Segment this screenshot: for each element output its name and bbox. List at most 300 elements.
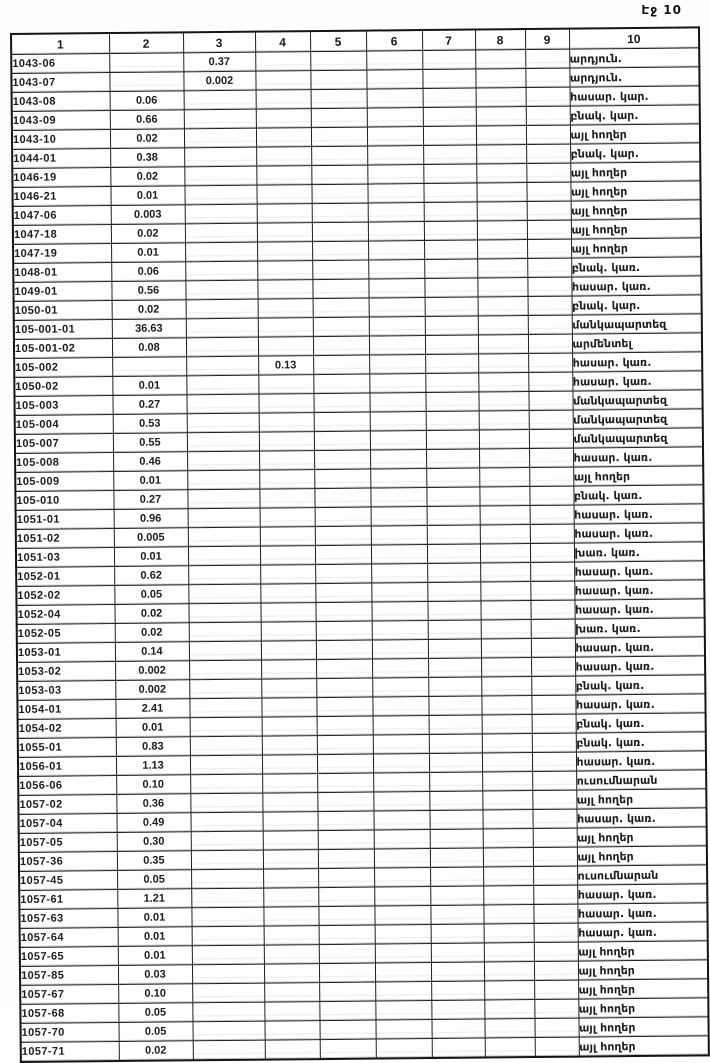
value-cell-col8 (485, 1038, 535, 1058)
value-cell-col3 (193, 1021, 265, 1041)
value-cell-col9 (531, 619, 575, 638)
value-cell-col7 (429, 715, 482, 735)
value-cell-col5 (315, 564, 371, 584)
value-cell-col8 (478, 297, 528, 316)
parcel-code-cell: 1057-45 (19, 871, 117, 891)
value-cell-col4 (264, 983, 319, 1003)
value-cell-col2: 0.01 (113, 471, 187, 491)
value-cell-col3 (188, 546, 260, 566)
value-cell-col3 (188, 527, 260, 547)
parcel-code-cell: 105-009 (15, 472, 113, 492)
value-cell-col5 (316, 678, 372, 698)
value-cell-col9 (528, 372, 572, 391)
value-cell-col9 (528, 353, 572, 372)
value-cell-col2: 0.36 (116, 794, 190, 814)
value-cell-col3 (185, 280, 257, 300)
value-cell-col3 (188, 508, 260, 528)
value-cell-col7 (430, 829, 483, 849)
value-cell-col6 (368, 260, 424, 280)
value-cell-col7 (427, 582, 480, 602)
value-cell-col3 (190, 793, 262, 813)
land-type-cell: բնակ. կար. (570, 143, 700, 163)
value-cell-col2: 0.14 (115, 642, 189, 662)
value-cell-col8 (480, 563, 530, 582)
value-cell-col2 (112, 357, 186, 377)
value-cell-col3 (190, 774, 262, 794)
value-cell-col2: 0.01 (117, 908, 191, 928)
land-type-cell: այլ հողեր (571, 200, 701, 220)
value-cell-col8 (476, 145, 526, 164)
value-cell-col4 (264, 964, 319, 984)
value-cell-col6 (374, 868, 430, 888)
value-cell-col8 (481, 639, 531, 658)
parcel-code-cell: 1053-02 (17, 662, 115, 682)
value-cell-col7 (430, 905, 483, 925)
value-cell-col9 (526, 125, 570, 144)
value-cell-col2: 0.05 (114, 585, 188, 605)
column-header-7: 7 (422, 30, 475, 51)
value-cell-col2: 0.06 (110, 91, 184, 111)
land-type-cell: բնակ. կառ. (575, 675, 705, 695)
table-sheet (10, 26, 708, 1063)
value-cell-col2: 0.46 (113, 452, 187, 472)
parcel-code-cell: 1053-01 (17, 643, 115, 663)
land-type-cell: այլ հողեր (577, 827, 707, 847)
value-cell-col9 (531, 638, 575, 657)
value-cell-col7 (424, 221, 477, 241)
value-cell-col2: 0.03 (118, 965, 192, 985)
value-cell-col8 (483, 829, 533, 848)
value-cell-col9 (525, 49, 569, 68)
value-cell-col7 (424, 240, 477, 260)
parcel-code-cell: 1043-07 (11, 73, 109, 93)
value-cell-col5 (319, 944, 375, 964)
land-type-cell: հասար. կառ. (573, 447, 703, 467)
value-cell-col7 (431, 943, 484, 963)
value-cell-col7 (429, 734, 482, 754)
value-cell-col5 (320, 1039, 376, 1059)
value-cell-col7 (426, 430, 479, 450)
value-cell-col4 (258, 318, 313, 338)
value-cell-col3 (189, 698, 261, 718)
land-type-cell: հասար. կառ. (571, 276, 701, 296)
value-cell-col3 (185, 242, 257, 262)
value-cell-col6 (373, 792, 429, 812)
value-cell-col5 (318, 906, 374, 926)
value-cell-col3 (184, 128, 256, 148)
parcel-code-cell: 1049-01 (13, 282, 111, 302)
value-cell-col7 (432, 1038, 485, 1058)
value-cell-col4 (259, 470, 314, 490)
value-cell-col8 (482, 734, 532, 753)
value-cell-col6 (367, 165, 423, 185)
value-cell-col6 (367, 127, 423, 147)
value-cell-col8 (478, 335, 528, 354)
value-cell-col5 (310, 51, 366, 71)
value-cell-col5 (313, 355, 369, 375)
column-header-6: 6 (366, 30, 422, 51)
value-cell-col8 (481, 620, 531, 639)
value-cell-col7 (423, 145, 476, 165)
column-header-4: 4 (255, 31, 310, 52)
value-cell-col3 (192, 945, 264, 965)
value-cell-col8 (482, 772, 532, 791)
value-cell-col4 (263, 888, 318, 908)
value-cell-col5 (315, 507, 371, 527)
value-cell-col6 (373, 811, 429, 831)
value-cell-col8 (480, 601, 530, 620)
value-cell-col6 (367, 184, 423, 204)
value-cell-col7 (428, 620, 481, 640)
value-cell-col4 (260, 584, 315, 604)
value-cell-col4 (257, 204, 312, 224)
value-cell-col4 (258, 299, 313, 319)
value-cell-col2: 0.56 (111, 281, 185, 301)
value-cell-col2: 0.35 (117, 851, 191, 871)
value-cell-col3 (186, 299, 258, 319)
value-cell-col5 (319, 1001, 375, 1021)
value-cell-col7 (422, 50, 475, 70)
value-cell-col2: 0.02 (115, 623, 189, 643)
value-cell-col2: 0.05 (119, 1022, 193, 1042)
value-cell-col7 (422, 69, 475, 89)
value-cell-col5 (314, 450, 370, 470)
value-cell-col8 (479, 487, 529, 506)
value-cell-col4 (259, 432, 314, 452)
value-cell-col2: 0.66 (110, 110, 184, 130)
value-cell-col9 (530, 600, 574, 619)
value-cell-col4 (264, 1002, 319, 1022)
value-cell-col7 (426, 411, 479, 431)
value-cell-col6 (371, 564, 427, 584)
value-cell-col4 (256, 109, 311, 129)
value-cell-col4 (263, 850, 318, 870)
value-cell-col7 (425, 354, 478, 374)
value-cell-col2: 0.02 (110, 167, 184, 187)
value-cell-col4: 0.13 (258, 356, 313, 376)
value-cell-col9 (535, 1037, 579, 1057)
value-cell-col3 (186, 318, 258, 338)
land-type-cell: հասար. կառ. (575, 656, 705, 676)
value-cell-col6 (373, 773, 429, 793)
value-cell-col2: 0.02 (112, 300, 186, 320)
value-cell-col7 (431, 1000, 484, 1020)
value-cell-col2: 0.01 (110, 186, 184, 206)
value-cell-col2: 0.55 (113, 433, 187, 453)
value-cell-col3 (186, 356, 258, 376)
value-cell-col2: 0.30 (117, 832, 191, 852)
value-cell-col4 (256, 90, 311, 110)
value-cell-col2: 0.96 (114, 509, 188, 529)
value-cell-col7 (431, 924, 484, 944)
value-cell-col5 (313, 374, 369, 394)
value-cell-col4 (263, 831, 318, 851)
value-cell-col5 (317, 811, 373, 831)
value-cell-col4 (261, 679, 316, 699)
parcel-code-cell: 1057-67 (20, 985, 118, 1005)
value-cell-col6 (375, 1019, 431, 1039)
value-cell-col3 (185, 223, 257, 243)
value-cell-col9 (534, 961, 578, 980)
value-cell-col3 (184, 109, 256, 129)
value-cell-col6 (370, 450, 426, 470)
land-type-cell: այլ հողեր (570, 124, 700, 144)
value-cell-col7 (427, 525, 480, 545)
value-cell-col9 (534, 980, 578, 999)
value-cell-col7 (425, 316, 478, 336)
value-cell-col6 (372, 640, 428, 660)
parcel-code-cell: 1056-06 (18, 776, 116, 796)
value-cell-col3 (190, 736, 262, 756)
value-cell-col9 (529, 448, 573, 467)
value-cell-col8 (483, 905, 533, 924)
value-cell-col9 (529, 410, 573, 429)
value-cell-col3 (188, 603, 260, 623)
value-cell-col2: 0.05 (117, 870, 191, 890)
value-cell-col3 (192, 1002, 264, 1022)
value-cell-col7 (429, 772, 482, 792)
value-cell-col6 (374, 830, 430, 850)
value-cell-col5 (313, 317, 369, 337)
value-cell-col3 (193, 1040, 265, 1060)
value-cell-col8 (478, 354, 528, 373)
value-cell-col4 (262, 755, 317, 775)
value-cell-col2: 1.21 (117, 889, 191, 909)
value-cell-col2: 0.01 (111, 243, 185, 263)
value-cell-col7 (428, 658, 481, 678)
value-cell-col6 (367, 108, 423, 128)
value-cell-col5 (315, 545, 371, 565)
value-cell-col5 (319, 1020, 375, 1040)
value-cell-col3 (188, 565, 260, 585)
value-cell-col2: 0.005 (114, 528, 188, 548)
value-cell-col6 (369, 374, 425, 394)
value-cell-col6 (373, 716, 429, 736)
value-cell-col2: 0.01 (118, 927, 192, 947)
value-cell-col9 (526, 163, 570, 182)
parcel-code-cell: 1057-85 (20, 966, 118, 986)
parcel-code-cell: 1052-05 (17, 624, 115, 644)
value-cell-col8 (484, 943, 534, 962)
value-cell-col2: 0.10 (116, 775, 190, 795)
parcel-code-cell: 1057-68 (20, 1004, 118, 1024)
parcel-code-cell: 1056-01 (18, 757, 116, 777)
value-cell-col9 (529, 429, 573, 448)
value-cell-col3 (189, 641, 261, 661)
land-type-cell: հասար. կառ. (575, 694, 705, 714)
value-cell-col9 (530, 543, 574, 562)
value-cell-col6 (368, 222, 424, 242)
land-type-cell: մանկապարտեզ (573, 409, 703, 429)
value-cell-col5 (311, 89, 367, 109)
value-cell-col5 (311, 127, 367, 147)
value-cell-col7 (425, 297, 478, 317)
value-cell-col6 (374, 849, 430, 869)
land-type-cell: հասար. կառ. (578, 922, 708, 942)
value-cell-col6 (372, 659, 428, 679)
value-cell-col5 (319, 982, 375, 1002)
value-cell-col4 (262, 793, 317, 813)
parcel-code-cell: 105-001-02 (14, 339, 112, 359)
value-cell-col7 (429, 810, 482, 830)
value-cell-col5 (316, 659, 372, 679)
land-type-cell: արդյուն. (569, 48, 699, 68)
land-type-cell: ուսումնարան (576, 770, 706, 790)
value-cell-col6 (368, 203, 424, 223)
value-cell-col3 (191, 907, 263, 927)
parcel-code-cell: 105-003 (14, 396, 112, 416)
value-cell-col2: 0.01 (114, 547, 188, 567)
column-header-10: 10 (569, 27, 699, 49)
land-type-cell: այլ հողեր (573, 466, 703, 486)
value-cell-col8 (480, 506, 530, 525)
land-type-cell: բնակ. կառ. (576, 713, 706, 733)
parcel-code-cell: 1052-01 (16, 567, 114, 587)
value-cell-col3 (186, 394, 258, 414)
value-cell-col8 (478, 392, 528, 411)
value-cell-col6 (376, 1038, 432, 1058)
value-cell-col4 (262, 812, 317, 832)
value-cell-col5 (314, 431, 370, 451)
value-cell-col8 (476, 88, 526, 107)
value-cell-col4 (255, 71, 310, 91)
value-cell-col9 (534, 999, 578, 1018)
value-cell-col3 (191, 850, 263, 870)
land-type-cell: այլ հողեր (577, 846, 707, 866)
value-cell-col6 (366, 51, 422, 71)
value-cell-col8 (477, 221, 527, 240)
value-cell-col5 (318, 887, 374, 907)
parcel-code-cell: 1057-05 (19, 833, 117, 853)
value-cell-col9 (532, 809, 576, 828)
value-cell-col9 (531, 695, 575, 714)
parcel-code-cell: 1054-02 (18, 719, 116, 739)
value-cell-col7 (429, 791, 482, 811)
value-cell-col2: 0.02 (114, 604, 188, 624)
value-cell-col3 (184, 166, 256, 186)
value-cell-col9 (534, 1018, 578, 1037)
value-cell-col5 (313, 393, 369, 413)
value-cell-col9 (533, 828, 577, 847)
value-cell-col6 (368, 279, 424, 299)
land-type-cell: հասար. կառ. (575, 637, 705, 657)
value-cell-col4 (264, 926, 319, 946)
value-cell-col4 (263, 907, 318, 927)
value-cell-col3 (188, 584, 260, 604)
value-cell-col3 (190, 755, 262, 775)
value-cell-col4 (261, 641, 316, 661)
value-cell-col4 (259, 451, 314, 471)
parcel-code-cell: 1043-09 (12, 111, 110, 131)
parcel-code-cell: 1046-19 (12, 168, 110, 188)
value-cell-col5 (318, 830, 374, 850)
value-cell-col7 (424, 259, 477, 279)
value-cell-col4 (262, 774, 317, 794)
value-cell-col7 (426, 468, 479, 488)
value-cell-col8 (484, 962, 534, 981)
parcel-code-cell: 1047-18 (13, 225, 111, 245)
value-cell-col4 (262, 717, 317, 737)
value-cell-col5 (312, 279, 368, 299)
land-type-cell: այլ հողեր (579, 1036, 709, 1057)
land-type-cell: հասար. կառ. (576, 808, 706, 828)
value-cell-col5 (315, 602, 371, 622)
value-cell-col9 (530, 505, 574, 524)
land-type-cell: այլ հողեր (578, 979, 708, 999)
parcel-code-cell: 105-001-01 (14, 320, 112, 340)
value-cell-col8 (482, 753, 532, 772)
land-type-cell: բնակ. կառ. (571, 257, 701, 277)
value-cell-col3: 0.002 (183, 71, 255, 91)
value-cell-col3 (185, 204, 257, 224)
value-cell-col8 (482, 715, 532, 734)
value-cell-col9 (528, 296, 572, 315)
value-cell-col9 (533, 885, 577, 904)
land-type-cell: հասար. կառ. (574, 580, 704, 600)
value-cell-col6 (370, 469, 426, 489)
parcel-code-cell: 1057-36 (19, 852, 117, 872)
value-cell-col7 (430, 848, 483, 868)
value-cell-col7 (423, 107, 476, 127)
land-type-cell: հասար. կար. (570, 86, 700, 106)
value-cell-col2: 0.49 (116, 813, 190, 833)
value-cell-col6 (375, 982, 431, 1002)
land-type-cell: հասար. կառ. (577, 884, 707, 904)
value-cell-col6 (367, 89, 423, 109)
value-cell-col7 (428, 677, 481, 697)
value-cell-col5 (317, 773, 373, 793)
parcel-code-cell: 1051-03 (16, 548, 114, 568)
land-type-cell: բնակ. կար. (570, 105, 700, 125)
parcel-code-cell: 1057-04 (19, 814, 117, 834)
parcel-code-cell: 1046-21 (12, 187, 110, 207)
parcel-code-cell: 1051-01 (16, 510, 114, 530)
value-cell-col9 (526, 106, 570, 125)
value-cell-col3 (190, 812, 262, 832)
parcel-code-cell: 105-002 (14, 358, 112, 378)
value-cell-col4 (260, 508, 315, 528)
parcel-code-cell: 1052-04 (16, 605, 114, 625)
value-cell-col6 (372, 697, 428, 717)
value-cell-col8 (477, 240, 527, 259)
value-cell-col4 (260, 527, 315, 547)
parcel-code-cell: 1054-01 (17, 700, 115, 720)
value-cell-col7 (430, 867, 483, 887)
parcel-code-cell: 1044-01 (12, 149, 110, 169)
value-cell-col2: 0.05 (118, 1003, 192, 1023)
value-cell-col8 (476, 183, 526, 202)
value-cell-col7 (426, 487, 479, 507)
value-cell-col4 (261, 660, 316, 680)
value-cell-col9 (528, 334, 572, 353)
value-cell-col6 (369, 393, 425, 413)
value-cell-col4 (256, 166, 311, 186)
value-cell-col6 (371, 602, 427, 622)
value-cell-col7 (425, 392, 478, 412)
value-cell-col5 (312, 241, 368, 261)
column-header-5: 5 (310, 31, 366, 52)
value-cell-col3 (190, 717, 262, 737)
value-cell-col9 (527, 201, 571, 220)
value-cell-col7 (427, 506, 480, 526)
value-cell-col8 (483, 848, 533, 867)
value-cell-col7 (427, 563, 480, 583)
value-cell-col4 (261, 698, 316, 718)
value-cell-col2: 0.01 (118, 946, 192, 966)
value-cell-col2: 0.02 (111, 224, 185, 244)
parcel-code-cell: 105-004 (15, 415, 113, 435)
value-cell-col2: 0.38 (110, 148, 184, 168)
